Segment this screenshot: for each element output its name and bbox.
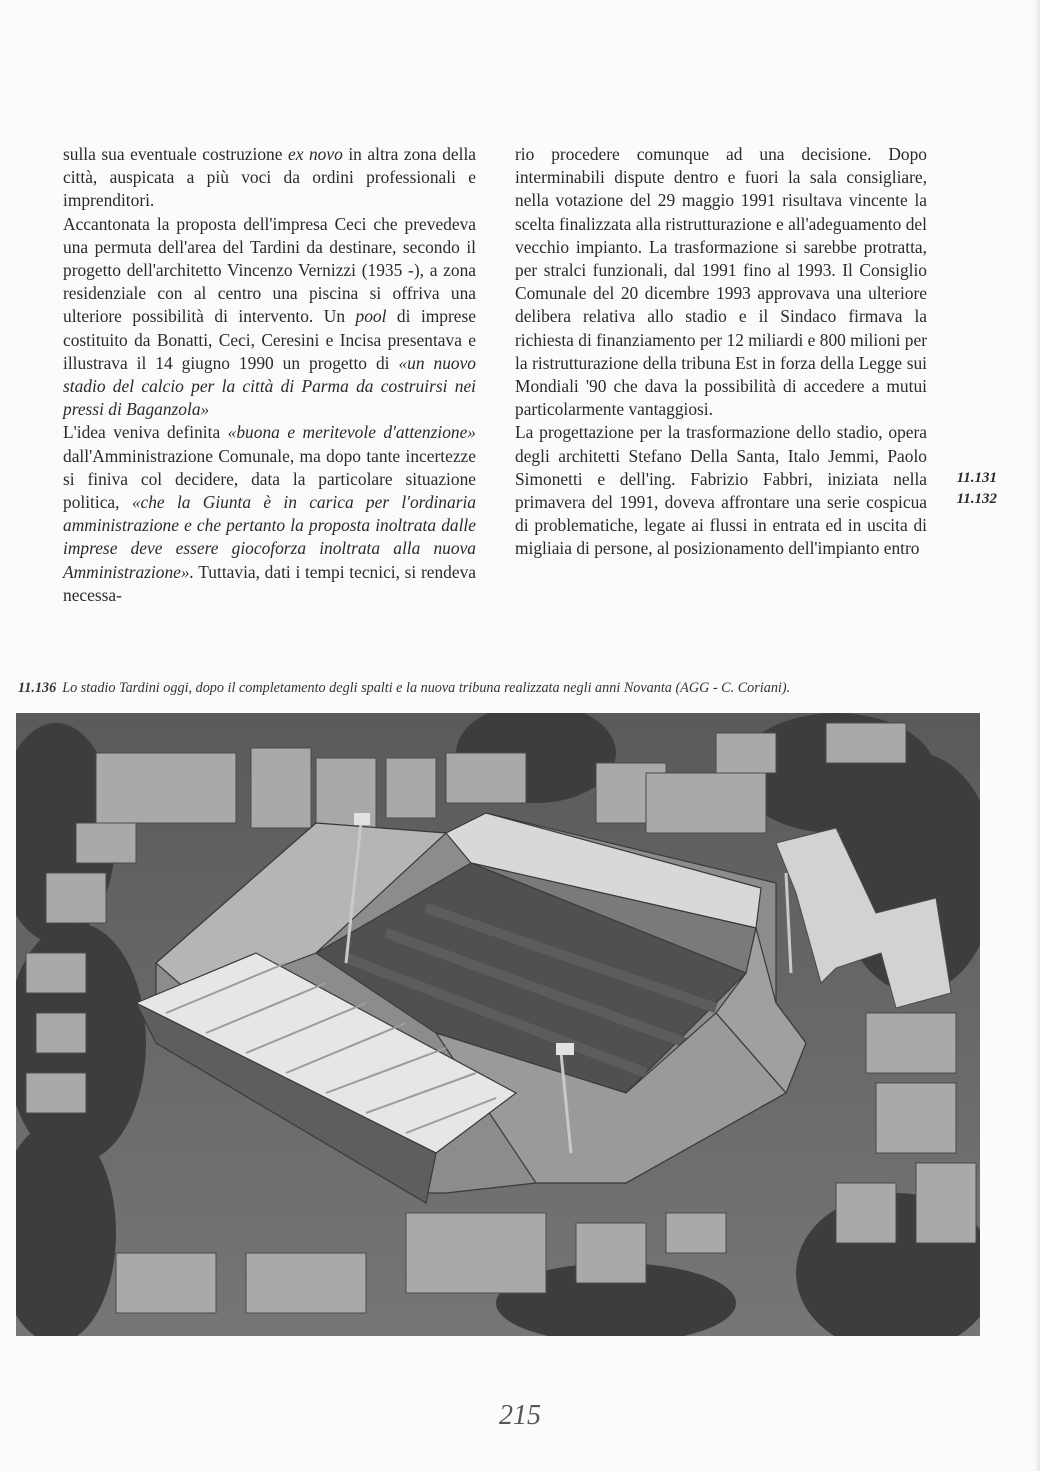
paragraph: rio procedere comunque ad una decisione. Dopo interminabili dispute dentro e fuori la sala consigliare, nella votazione del 29 maggio 1991 risultava vincente la scelta finalizzata alla ristrutturazione e all'adeguamento del vecchio impianto. La trasformazione si sarebbe protratta, per stralci funzionali, dal 1991 fino al 1993. Il Consiglio Comunale del 20 dicembre 1993 approvava una ulteriore delibera relativa allo stadio e il Sindaco firmava la richiesta di finanziamento per 12 miliardi e 800 milioni per la ristrutturazione della tribuna Est in forza della Legge sui Mondiali '90 che dava la possibilità di accedere a mutui particolarmente vantaggiosi.: [515, 144, 927, 420]
italic-quote: «che la Giunta è in carica per l'ordinaria amministrazione e che pertanto la proposta inoltrata dalle imprese deve essere giocoforza inoltrata alla nuova Amministrazione».: [63, 492, 476, 582]
text-run: in altra zona della città, auspicata a più voci da ordini professionali e imprenditori.: [63, 144, 477, 211]
italic-quote: «buona e meritevole d'attenzione»: [227, 422, 476, 443]
figure-caption: [18, 680, 1018, 697]
text-column-right: [515, 143, 927, 561]
margin-reference: 11.132: [956, 491, 997, 507]
paragraph: [63, 213, 476, 422]
text-run: dall'Amministrazione Comunale, ma dopo tante incertezze si finiva col decidere, data la particolare situazione politica,: [63, 445, 476, 513]
figure-number: 11.136: [18, 680, 57, 696]
text-run: di imprese costituito da Bonatti, Ceci, Ceresini e Incisa presentava e illustrava il 14 giugno 1990 un progetto di: [63, 306, 477, 373]
text-run: sulla sua eventuale costruzione: [63, 144, 288, 164]
italic-run: ex novo: [288, 144, 343, 164]
paragraph: [63, 421, 476, 607]
text-column-left: [63, 143, 476, 607]
text-run: Accantonata la proposta dell'impresa Ceci che prevedeva una permuta dell'area del Tardini da destinare, secondo il progetto dell'architetto Vincenzo Vernizzi (1935 -), a zona residenziale con al centro una piscina si offriva una ulteriore possibilità di intervento. Un: [63, 213, 476, 327]
caption-text: Lo stadio Tardini oggi, dopo il completamento degli spalti e la nuova tribuna realizzata negli anni Novanta (AGG - C. Coriani).: [62, 680, 791, 696]
paragraph: La progettazione per la trasformazione dello stadio, opera degli architetti Stefano Della Santa, Italo Jemmi, Paolo Simonetti e dell'ing. Fabrizio Fabbri, iniziata nella primavera del 1991, doveva affrontare una serie cospicua di problematiche, legate ai flussi in entrata ed in uscita di migliaia di persone, al posizionamento dell'impianto entro: [515, 422, 927, 559]
paragraph: [63, 143, 476, 213]
italic-quote: «un nuovo stadio del calcio per la città di Parma da costruirsi nei pressi di Baganzola»: [63, 352, 477, 420]
page-number: 215: [499, 1400, 541, 1431]
scan-edge-shadow: [1034, 0, 1040, 1471]
text-run: L'idea veniva definita: [63, 422, 228, 443]
margin-reference: 11.131: [956, 470, 997, 486]
aerial-stadium-photo: [16, 713, 980, 1336]
text-run: Tuttavia, dati i tempi tecnici, si rendeva necessa-: [63, 561, 476, 605]
italic-run: pool: [355, 306, 387, 327]
margin-references: [942, 468, 997, 510]
